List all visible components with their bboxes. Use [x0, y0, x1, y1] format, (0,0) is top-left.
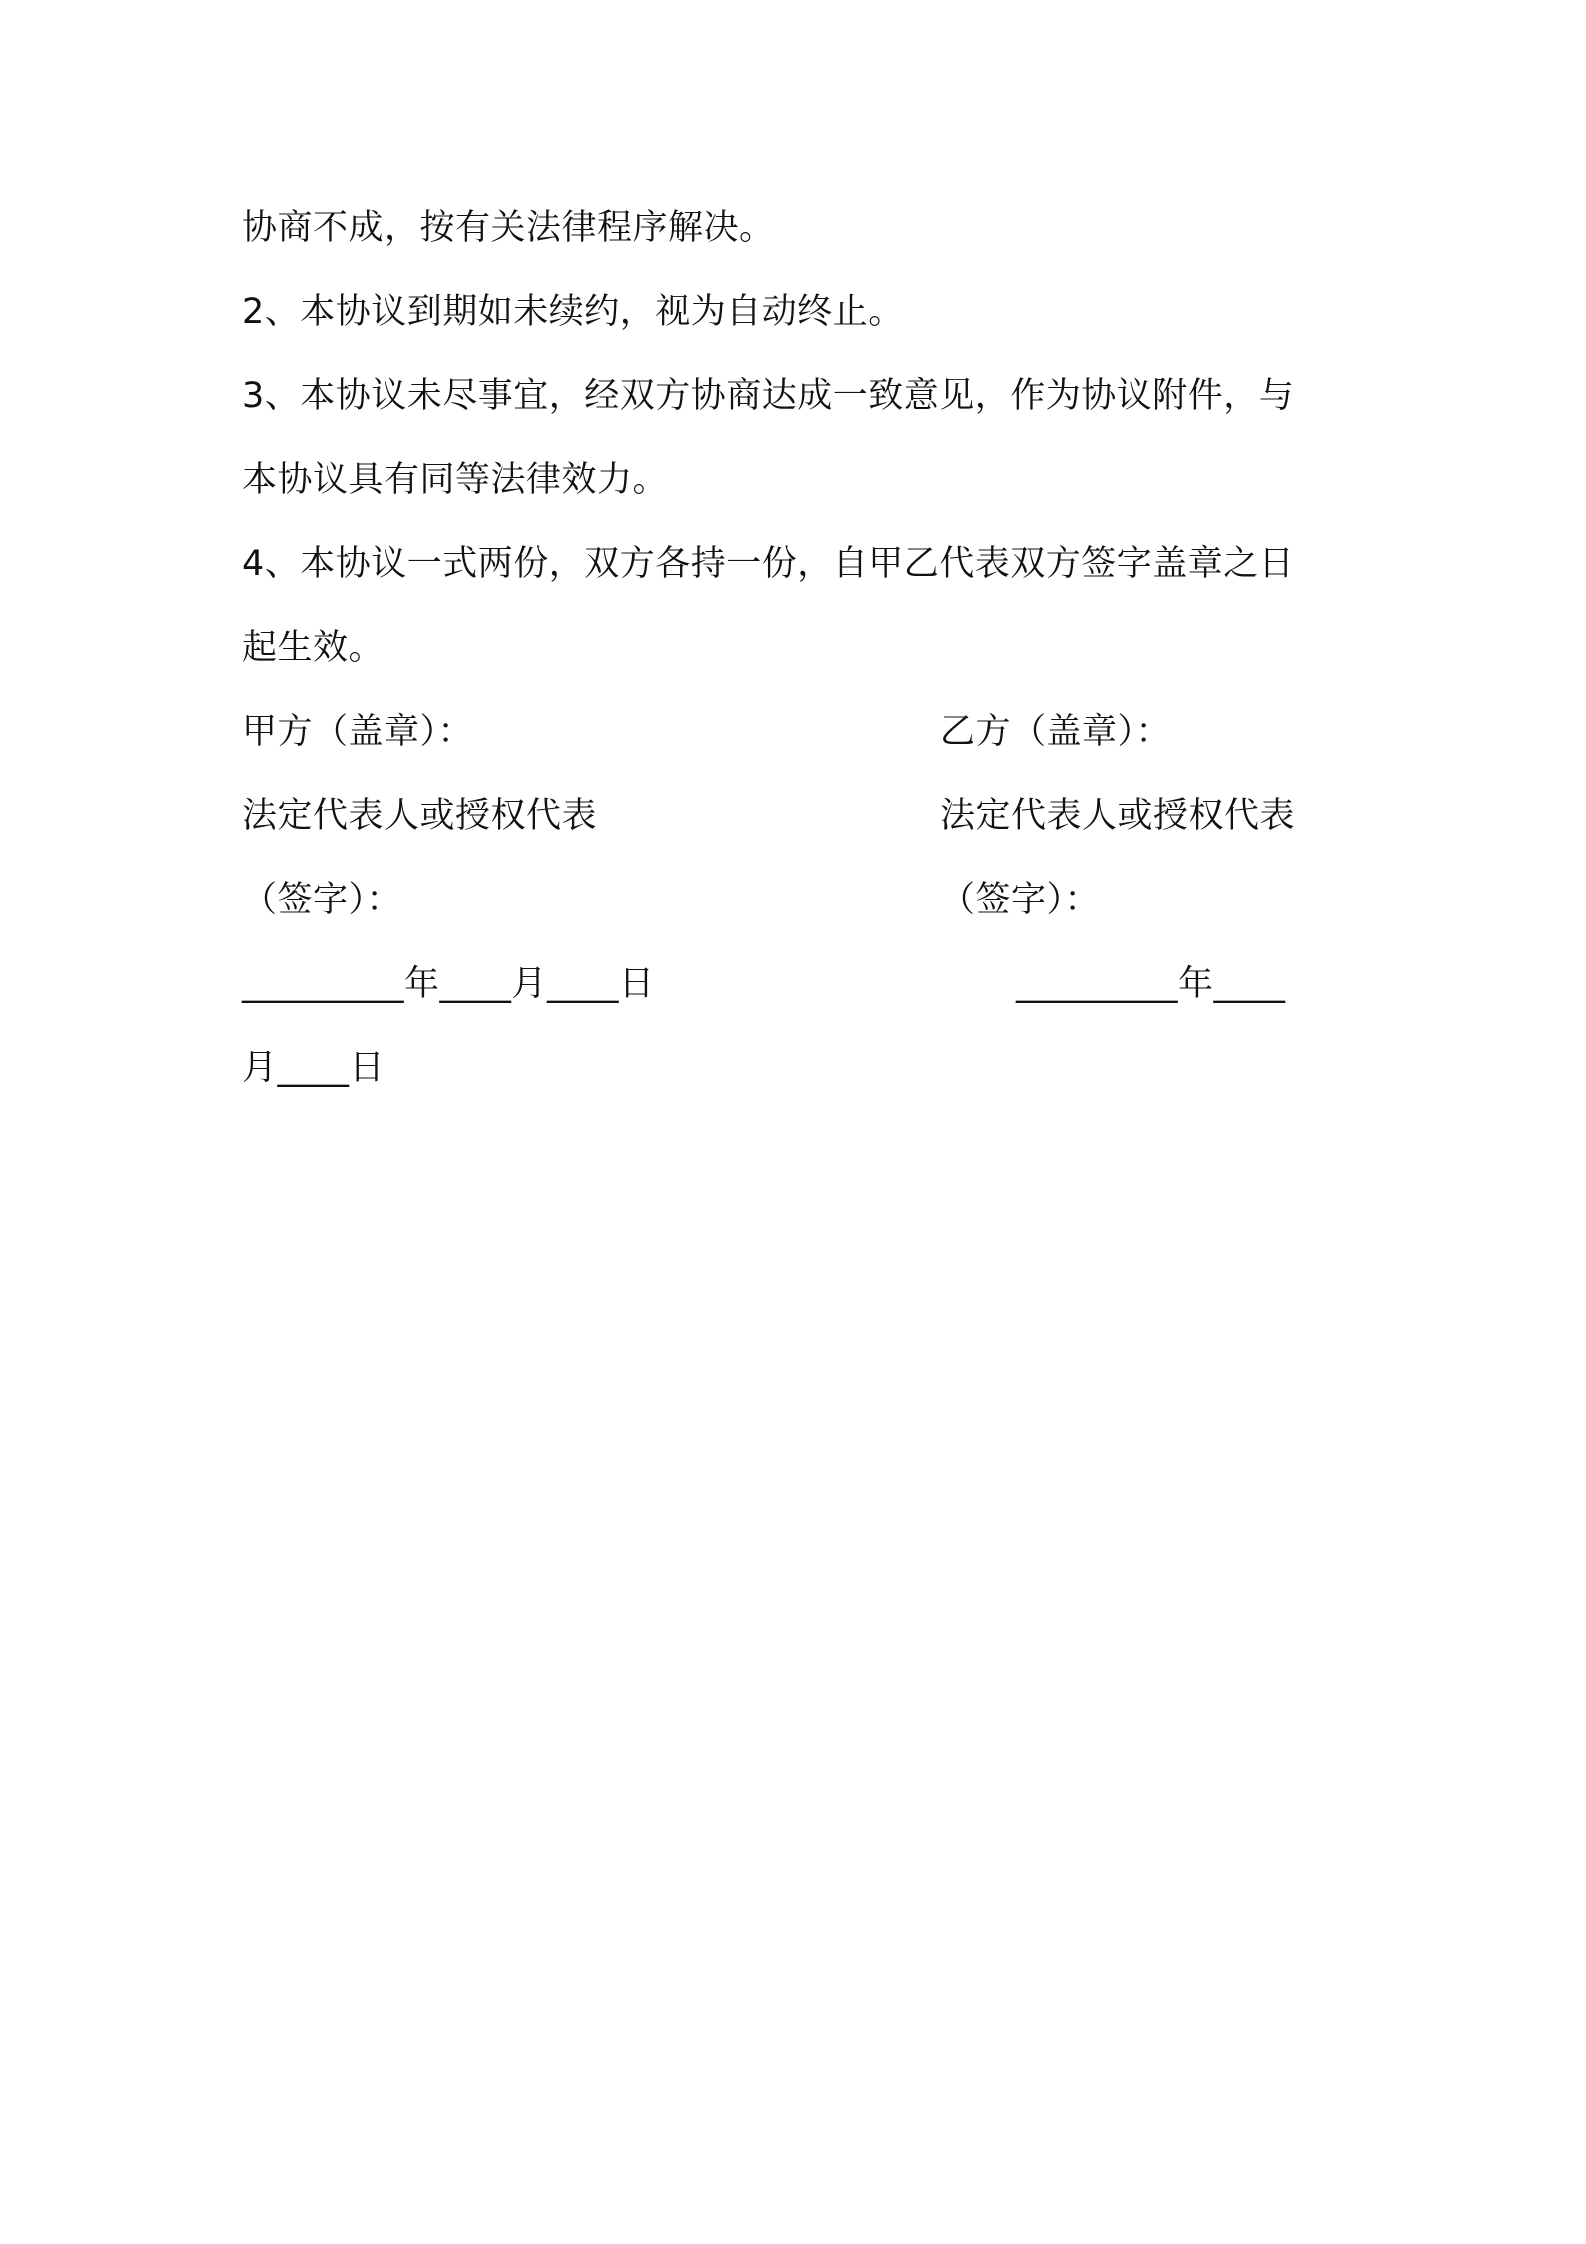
date-continuation: 月____日 — [242, 1048, 386, 1088]
clause-4-continuation: 起生效。 — [242, 628, 385, 668]
party-b-rep-label: 法定代表人或授权代表 — [940, 796, 1296, 836]
clause-3: 3、本协议未尽事宜，经双方协商达成一致意见，作为协议附件，与 — [242, 376, 1295, 416]
clause-4: 4、本协议一式两份，双方各持一份，自甲乙代表双方签字盖章之日 — [242, 544, 1295, 584]
paragraph-line: 协商不成，按有关法律程序解决。 — [242, 208, 775, 248]
party-b-seal-label: 乙方（盖章）： — [940, 712, 1172, 752]
party-a-sign-label: （签字）： — [242, 880, 403, 920]
clause-2: 2、本协议到期如未续约，视为自动终止。 — [242, 292, 904, 332]
party-b-date-line: _________年____ — [1016, 964, 1286, 1004]
party-a-rep-label: 法定代表人或授权代表 — [242, 796, 598, 836]
clause-3-continuation: 本协议具有同等法律效力。 — [242, 460, 669, 500]
party-b-sign-label: （签字）： — [940, 880, 1101, 920]
party-a-date-line: _________年____月____日 — [242, 964, 655, 1004]
party-a-seal-label: 甲方（盖章）： — [242, 712, 474, 752]
